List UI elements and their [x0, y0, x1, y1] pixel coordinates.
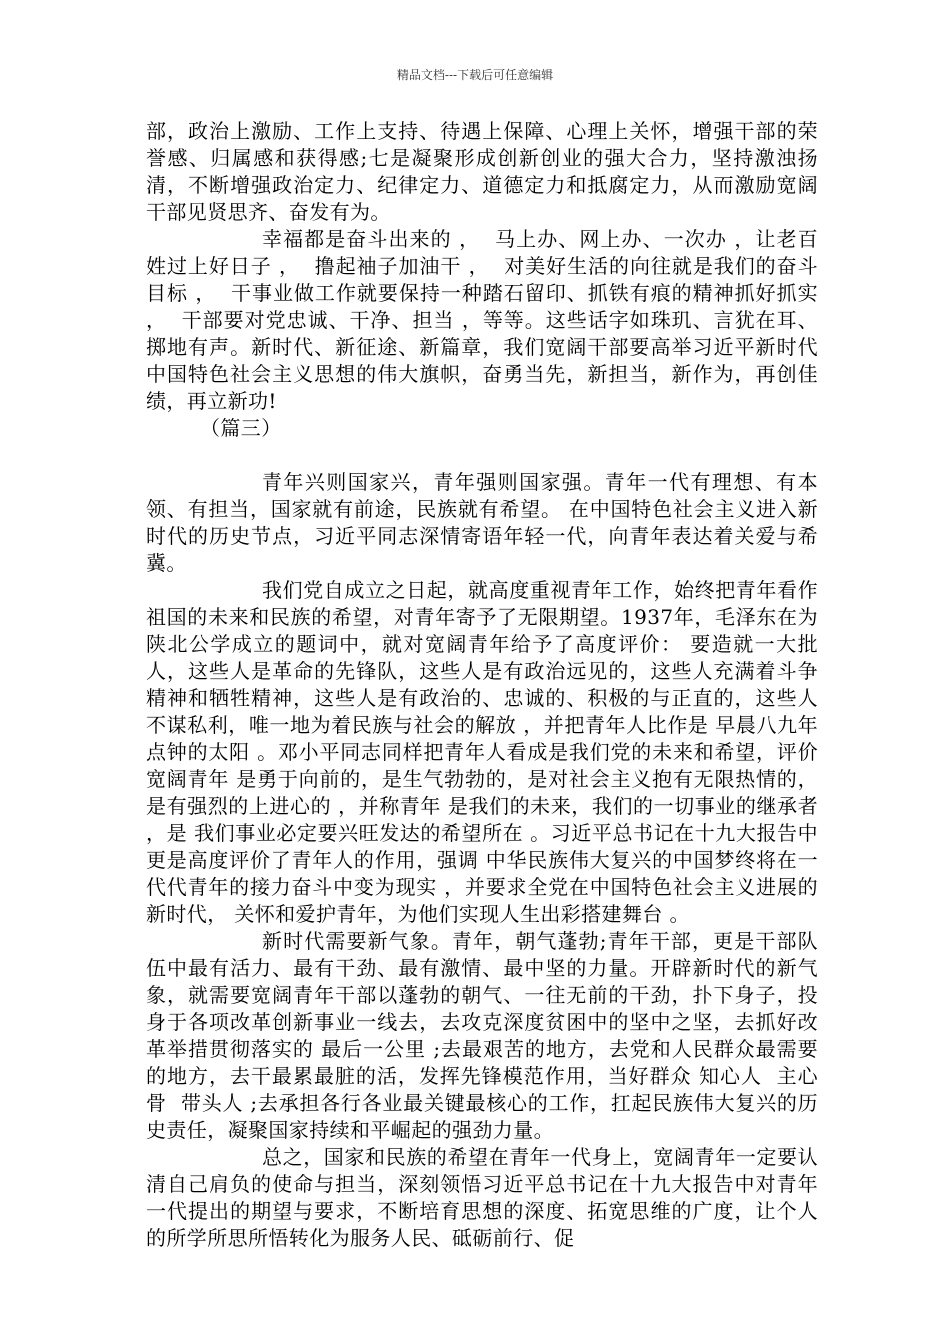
paragraph-5: 新时代需要新气象。青年，朝气蓬勃;青年干部，更是干部队伍中最有活力、最有干劲、最有激情、最中坚的力量。开辟新时代的新气象，就需要宽阔青年干部以蓬勃的朝气、一往无前的干劲，扑下身子，投身于各项改革创新事业一线去，去攻克深度贫困中的坚中之坚，去抓好改革举措贯彻落实的 最后一公里 ;去最艰苦的地方，去党和人民群众最需要的地方，去干最累最脏的活，发挥先锋模范作用，当好群众 知心人 主心骨 带头人 ;去承担各行各业最关键最核心的工作，扛起民族伟大复兴的历史责任，凝聚国家持续和平崛起的强劲力量。 — [146, 929, 818, 1142]
document-body — [146, 118, 825, 1252]
paragraph-6: 总之，国家和民族的希望在青年一代身上，宽阔青年一定要认清自己肩负的使命与担当，深刻领悟习近平总书记在十九大报告中对青年一代提出的期望与要求，不断培育思想的深度、拓宽思维的广度，让个人的所学所思所悟转化为服务人民、砥砺前行、促 — [146, 1145, 818, 1250]
paragraph-2: 幸福都是奋斗出来的 ， 马上办、网上办、一次办 ，让老百姓过上好日子 ， 撸起袖子加油干 ， 对美好生活的向往就是我们的奋斗目标 ， 干事业做工作就要保持一种踏石留印、抓铁有痕的精神抓好抓实 ， 干部要对党忠诚、干净、担当 ，等等。这些话字如珠玑、言犹在耳、掷地有声。新时代、新征途、新篇章，我们宽阔干部要高举习近平新时代中国特色社会主义思想的伟大旗帜，奋勇当先，新担当，新作为，再创佳绩，再立新功! — [146, 227, 825, 413]
section-label: （篇三） — [200, 416, 282, 440]
page-header: 精品文档---下载后可任意编辑 — [396, 68, 554, 82]
paragraph-3: 青年兴则国家兴，青年强则国家强。青年一代有理想、有本领、有担当，国家就有前途，民族就有希望。 在中国特色社会主义进入新时代的历史节点，习近平同志深情寄语年轻一代，向青年表达着关爱与希冀。 — [146, 470, 818, 575]
paragraph-1: 部，政治上激励、工作上支持、待遇上保障、心理上关怀，增强干部的荣誉感、归属感和获得感;七是凝聚形成创新创业的强大合力，坚持激浊扬清，不断增强政治定力、纪律定力、道德定力和抵腐定力，从而激励宽阔干部见贤思齐、奋发有为。 — [146, 119, 818, 224]
paragraph-4: 我们党自成立之日起，就高度重视青年工作，始终把青年看作祖国的未来和民族的希望，对青年寄予了无限期望。1937年，毛泽东在为陕北公学成立的题词中，就对宽阔青年给予了高度评价： 要造就一大批人，这些人是革命的先锋队，这些人是有政治远见的，这些人充满着斗争精神和牺牲精神，这些人是有政治的、忠诚的、积极的与正直的，这些人不谋私利，唯一地为着民族与社会的解放 ，并把青年人比作是 早晨八九年点钟的太阳 。邓小平同志同样把青年人看成是我们党的未来和希望，评价宽阔青年 是勇于向前的，是生气勃勃的，是对社会主义抱有无限热情的，是有强烈的上进心的 ，并称青年 是我们的未来，我们的一切事业的继承者 ，是 我们事业必定要兴旺发达的希望所在 。习近平总书记在十九大报告中更是高度评价了青年人的作用，强调 中华民族伟大复兴的中国梦终将在一代代青年的接力奋斗中变为现实 ，并要求全党在中国特色社会主义进展的新时代， 关怀和爱护青年，为他们实现人生出彩搭建舞台 。 — [146, 578, 825, 926]
